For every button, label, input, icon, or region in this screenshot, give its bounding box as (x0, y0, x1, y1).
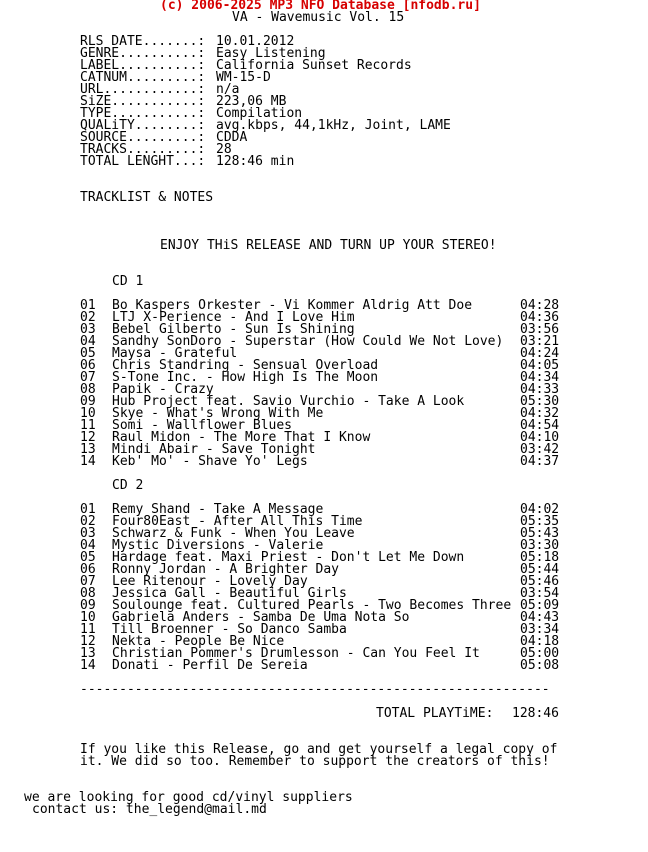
cd-label: CD 2 (112, 478, 144, 493)
info-value: California Sunset Records (216, 58, 412, 73)
track-title: Bo Kaspers Orkester - Vi Kommer Aldrig Att Doe (112, 298, 473, 313)
info-label: SOURCE.........: (80, 130, 206, 145)
info-label: TRACKS.........: (80, 142, 206, 157)
track-title: Christian Pommer's Drumlesson - Can You Feel It (112, 646, 480, 661)
track-number: 07 (80, 370, 96, 385)
total-playtime-label: TOTAL PLAYTiME: (376, 706, 494, 721)
track-number: 03 (80, 526, 96, 541)
track-title: Donati - Perfil De Sereia (112, 658, 308, 673)
track-title: Nekta - People Be Nice (112, 634, 285, 649)
info-label: GENRE..........: (80, 46, 206, 61)
track-title: Jessica Gall - Beautiful Girls (112, 586, 347, 601)
enjoy-line: ENJOY THiS RELEASE AND TURN UP YOUR STEREO! (160, 238, 497, 253)
track-time: 05:09 (520, 598, 560, 613)
track-title: Maysa - Grateful (112, 346, 238, 361)
track-title: Sandhy SonDoro - Superstar (How Could We Not Love) (112, 334, 504, 349)
track-title: Mystic Diversions - Valerie (112, 538, 324, 553)
track-time: 05:46 (520, 574, 560, 589)
track-time: 04:05 (520, 358, 560, 373)
cd-label: CD 1 (112, 274, 144, 289)
track-number: 04 (80, 538, 96, 553)
support-line: it. We did so too. Remember to support the creators of this! (80, 754, 550, 769)
track-time: 03:54 (520, 586, 560, 601)
info-label: URL............: (80, 82, 206, 97)
track-time: 05:43 (520, 526, 560, 541)
footer-line: we are looking for good cd/vinyl suppliers (24, 790, 353, 805)
track-title: Remy Shand - Take A Message (112, 502, 324, 517)
track-time: 04:43 (520, 610, 560, 625)
track-number: 08 (80, 382, 96, 397)
info-value: avg.kbps, 44,1kHz, Joint, LAME (216, 118, 451, 133)
track-time: 04:28 (520, 298, 560, 313)
track-number: 06 (80, 562, 96, 577)
track-number: 09 (80, 394, 96, 409)
track-time: 03:21 (520, 334, 560, 349)
info-value: 128:46 min (216, 154, 295, 169)
footer-contact: contact us: the_legend@mail.md (32, 802, 267, 817)
track-title: Schwarz & Funk - When You Leave (112, 526, 355, 541)
info-value: CDDA (216, 130, 248, 145)
track-time: 04:36 (520, 310, 560, 325)
tracklist-heading: TRACKLIST & NOTES (80, 190, 214, 205)
track-time: 05:35 (520, 514, 560, 529)
track-time: 05:00 (520, 646, 560, 661)
track-time: 04:02 (520, 502, 560, 517)
total-playtime-value: 128:46 (512, 706, 559, 721)
info-label: SiZE...........: (80, 94, 206, 109)
support-line: If you like this Release, go and get yourself a legal copy of (80, 742, 558, 757)
track-number: 12 (80, 430, 96, 445)
track-title: S-Tone Inc. - How High Is The Moon (112, 370, 379, 385)
track-number: 14 (80, 454, 96, 469)
track-title: Four80East - After All This Time (112, 514, 363, 529)
track-title: Till Broenner - So Danco Samba (112, 622, 347, 637)
track-number: 05 (80, 550, 96, 565)
divider: ------------------------------------------------------------ (80, 682, 550, 697)
info-label: TYPE...........: (80, 106, 206, 121)
track-title: Mindi Abair - Save Tonight (112, 442, 316, 457)
info-value: n/a (216, 82, 240, 97)
track-title: Raul Midon - The More That I Know (112, 430, 371, 445)
track-time: 03:34 (520, 622, 560, 637)
info-value: WM-15-D (216, 70, 271, 85)
info-value: 223,06 MB (216, 94, 287, 109)
track-title: Skye - What's Wrong With Me (112, 406, 324, 421)
credit-line[interactable]: (c) 2006-2025 MP3 NFO Database [nfodb.ru] (160, 0, 481, 13)
info-value: Easy Listening (216, 46, 326, 61)
track-number: 04 (80, 334, 96, 349)
track-title: Papik - Crazy (112, 382, 214, 397)
track-time: 04:10 (520, 430, 560, 445)
track-number: 10 (80, 610, 96, 625)
track-time: 04:18 (520, 634, 560, 649)
track-number: 05 (80, 346, 96, 361)
track-number: 08 (80, 586, 96, 601)
track-title: Hardage feat. Maxi Priest - Don't Let Me Down (112, 550, 465, 565)
info-value: 28 (216, 142, 232, 157)
track-title: Keb' Mo' - Shave Yo' Legs (112, 454, 308, 469)
track-title: Ronny Jordan - A Brighter Day (112, 562, 339, 577)
info-label: RLS DATE.......: (80, 34, 206, 49)
track-time: 05:30 (520, 394, 560, 409)
info-label: LABEL..........: (80, 58, 206, 73)
track-number: 12 (80, 634, 96, 649)
track-time: 04:33 (520, 382, 560, 397)
track-number: 10 (80, 406, 96, 421)
track-number: 14 (80, 658, 96, 673)
track-time: 05:44 (520, 562, 560, 577)
release-title: VA - Wavemusic Vol. 15 (232, 10, 405, 25)
track-number: 02 (80, 310, 96, 325)
track-title: Hub Project feat. Savio Vurchio - Take A Look (112, 394, 465, 409)
track-number: 09 (80, 598, 96, 613)
track-number: 13 (80, 442, 96, 457)
track-title: Lee Ritenour - Lovely Day (112, 574, 308, 589)
info-label: TOTAL LENGHT...: (80, 154, 206, 169)
track-time: 04:37 (520, 454, 560, 469)
info-label: CATNUM.........: (80, 70, 206, 85)
info-label: QUALiTY........: (80, 118, 206, 133)
track-number: 06 (80, 358, 96, 373)
info-value: Compilation (216, 106, 303, 121)
track-time: 04:34 (520, 370, 560, 385)
track-number: 01 (80, 502, 96, 517)
track-title: Soulounge feat. Cultured Pearls - Two Becomes Three (112, 598, 512, 613)
track-number: 11 (80, 622, 96, 637)
track-time: 03:56 (520, 322, 560, 337)
track-title: Gabriela Anders - Samba De Uma Nota So (112, 610, 410, 625)
track-time: 04:32 (520, 406, 560, 421)
track-title: Chris Standring - Sensual Overload (112, 358, 379, 373)
track-time: 03:42 (520, 442, 560, 457)
track-time: 05:08 (520, 658, 560, 673)
info-value: 10.01.2012 (216, 34, 295, 49)
track-time: 05:18 (520, 550, 560, 565)
track-time: 04:54 (520, 418, 560, 433)
track-time: 03:30 (520, 538, 560, 553)
track-number: 13 (80, 646, 96, 661)
track-title: Bebel Gilberto - Sun Is Shining (112, 322, 355, 337)
track-number: 11 (80, 418, 96, 433)
track-number: 02 (80, 514, 96, 529)
track-time: 04:24 (520, 346, 560, 361)
track-title: LTJ X-Perience - And I Love Him (112, 310, 355, 325)
track-number: 03 (80, 322, 96, 337)
track-number: 01 (80, 298, 96, 313)
track-number: 07 (80, 574, 96, 589)
track-title: Somi - Wallflower Blues (112, 418, 293, 433)
